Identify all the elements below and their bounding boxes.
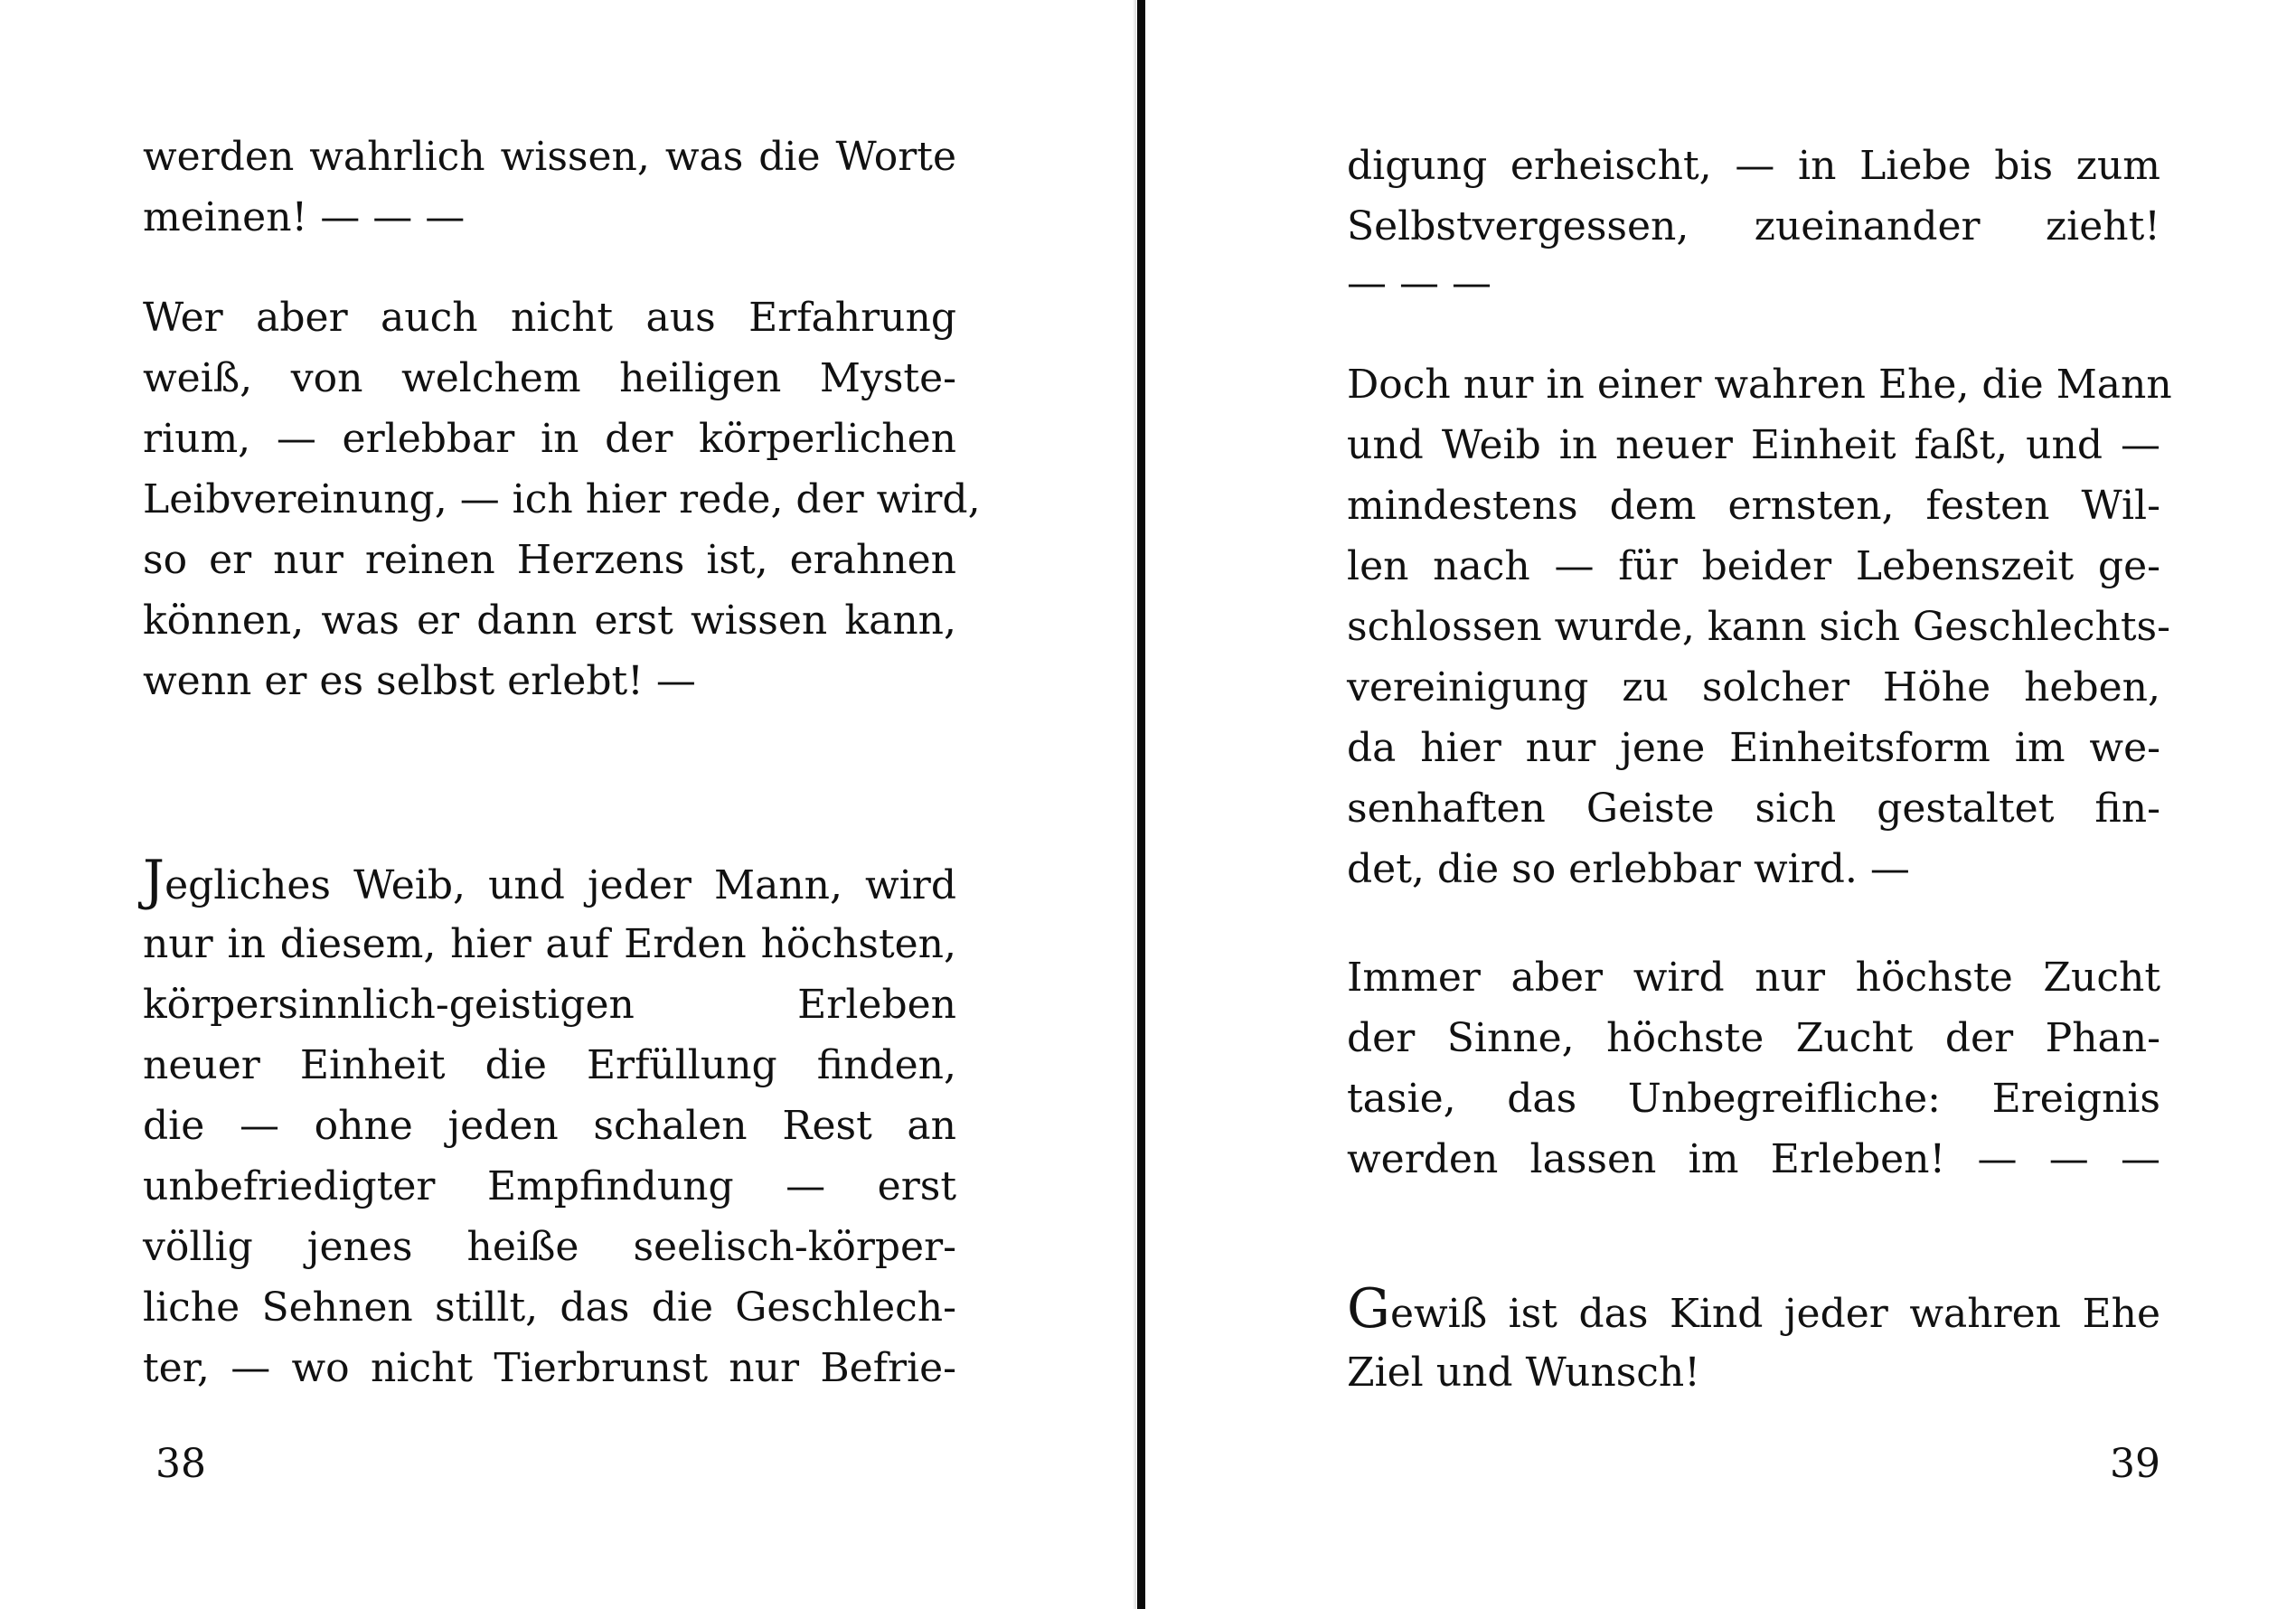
text-line — [143, 849, 956, 914]
text-line: Selbstvergessen, zueinander zieht! — [1347, 203, 2160, 249]
text-line: weiß, von welchem heiligen Myste- — [143, 355, 956, 401]
text-line — [1347, 1277, 2160, 1342]
text-line: ter, — wo nicht Tierbrunst nur Befrie- — [143, 1345, 956, 1391]
drop-initial: J — [143, 849, 165, 912]
text-line: Ziel und Wunsch! — [1347, 1350, 1700, 1396]
right-paragraph-3 — [1347, 947, 2160, 1190]
book-gutter — [1137, 0, 1145, 1609]
text-line: Wer aber auch nicht aus Erfahrung — [143, 295, 956, 341]
right-paragraph-4 — [1347, 1277, 2160, 1403]
right-page — [1347, 0, 2172, 1609]
text-line: len nach — für beider Lebenszeit ge- — [1347, 543, 2160, 589]
drop-initial: G — [1347, 1277, 1390, 1341]
text-line: digung erheischt, — in Liebe bis zum — [1347, 143, 2160, 189]
text-line: können, was er dann erst wissen kann, — [143, 597, 956, 644]
right-paragraph-2 — [1347, 354, 2172, 899]
text-line-rest: egliches Weib, und jeder Mann, wird — [165, 862, 956, 908]
left-paragraph-1 — [143, 127, 956, 248]
text-line: tasie, das Unbegreifliche: Ereignis — [1347, 1076, 2160, 1122]
text-line: vereinigung zu solcher Höhe heben, — [1347, 664, 2160, 710]
text-line: werden wahrlich wissen, was die Worte — [143, 134, 956, 180]
text-line: mindestens dem ernsten, festen Wil- — [1347, 483, 2160, 529]
text-line: da hier nur jene Einheitsform im we- — [1347, 725, 2160, 771]
text-line: Immer aber wird nur höchste Zucht — [1347, 955, 2160, 1001]
page-number: 39 — [2110, 1441, 2160, 1487]
text-line: unbefriedigter Empfindung — erst — [143, 1163, 956, 1209]
text-line: nur in diesem, hier auf Erden höchsten, — [143, 921, 956, 967]
left-paragraph-3 — [143, 849, 956, 1398]
page-number: 38 — [155, 1441, 206, 1487]
text-line: neuer Einheit die Erfüllung finden, — [143, 1042, 956, 1088]
text-line: liche Sehnen stillt, das die Geschlech- — [143, 1284, 956, 1331]
text-line: die — ohne jeden schalen Rest an — [143, 1103, 956, 1149]
text-line: werden lassen im Erleben! — — — — [1347, 1136, 2160, 1182]
text-line: meinen! — — — — [143, 194, 466, 240]
left-paragraph-2 — [143, 287, 981, 711]
text-line: Leibvereinung, — ich hier rede, der wird, — [143, 476, 981, 522]
right-paragraph-1 — [1347, 136, 2160, 311]
text-line: senhaften Geiste sich gestaltet fin- — [1347, 786, 2160, 832]
text-line-rest: ewiß ist das Kind jeder wahren Ehe — [1389, 1291, 2160, 1337]
text-line: det, die so erlebbar wird. — — [1347, 846, 1910, 892]
text-line: wenn er es selbst erlebt! — — [143, 658, 696, 704]
text-line: Doch nur in einer wahren Ehe, die Mann — [1347, 362, 2172, 408]
text-line: und Weib in neuer Einheit faßt, und — — [1347, 422, 2160, 468]
gutter-shadow — [1133, 0, 1136, 1609]
text-line: rium, — erlebbar in der körperlichen — [143, 416, 956, 462]
text-line: der Sinne, höchste Zucht der Phan- — [1347, 1015, 2160, 1061]
text-line: so er nur reinen Herzens ist, erahnen — [143, 537, 956, 583]
text-line: völlig jenes heiße seelisch-körper- — [143, 1224, 956, 1270]
left-page — [143, 0, 981, 1609]
dash-separator: — — — — [1347, 260, 1491, 306]
text-line: schlossen wurde, kann sich Geschlechts- — [1347, 604, 2171, 650]
text-line: körpersinnlich-geistigen Erleben — [143, 982, 956, 1028]
